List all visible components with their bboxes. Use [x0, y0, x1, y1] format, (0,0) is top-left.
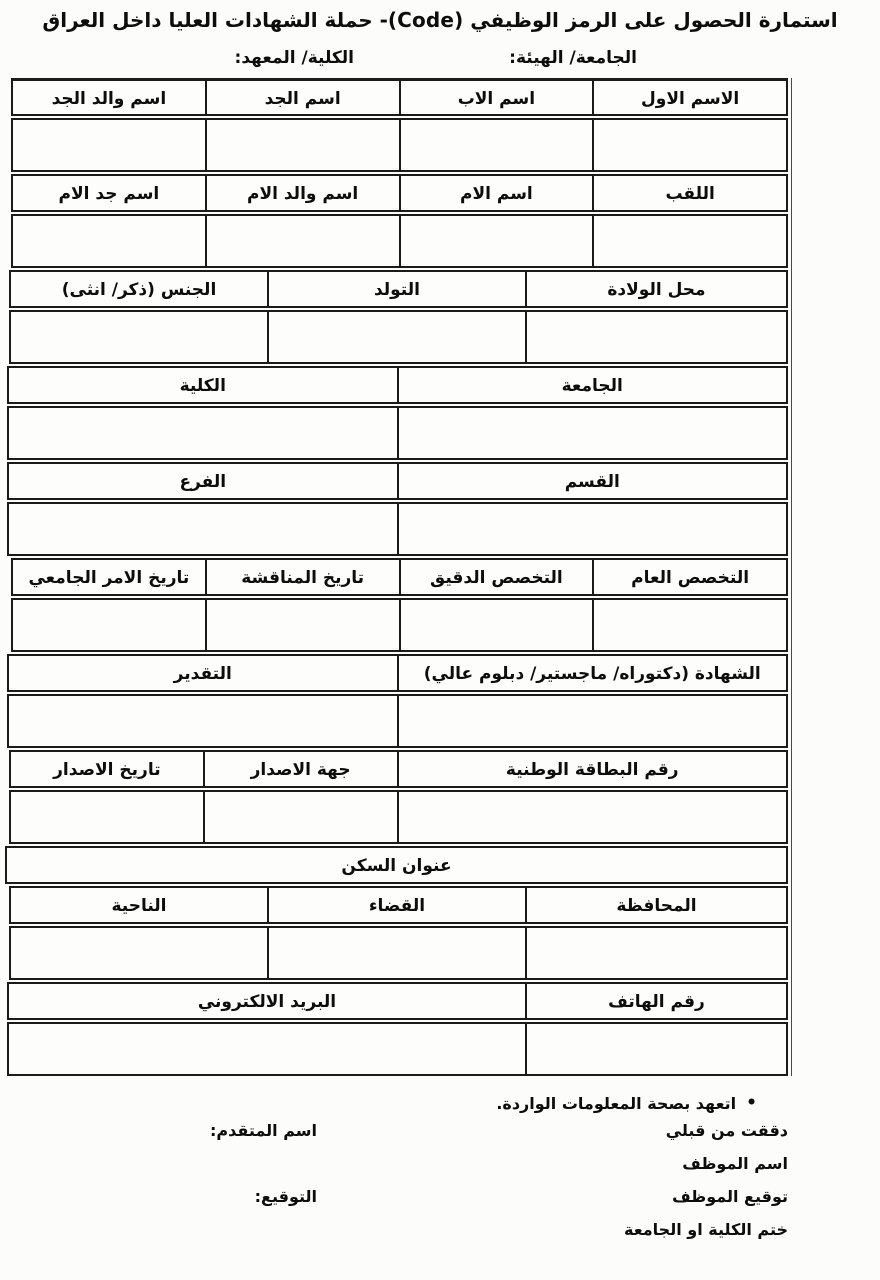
field-header-general-specialization: التخصص العام	[592, 558, 788, 596]
field-header-great-grandfather-name: اسم والد الجد	[11, 78, 207, 116]
input-row	[5, 694, 788, 748]
field-header-birth-date: التولد	[267, 270, 527, 308]
field-header-grandfather-name: اسم الجد	[205, 78, 401, 116]
field-header-mother-father-name: اسم والد الام	[205, 174, 401, 212]
sign-left-label-checked-by: اسم المتقدم:	[210, 1121, 317, 1140]
field-header-district: القضاء	[267, 886, 527, 924]
field-input-college[interactable]	[7, 406, 399, 460]
field-header-discussion-date: تاريخ المناقشة	[205, 558, 401, 596]
field-header-grade: التقدير	[7, 654, 399, 692]
field-input-first-name[interactable]	[592, 118, 788, 172]
field-header-gender: الجنس (ذكر/ انثى)	[9, 270, 269, 308]
sign-label-checked-by: دققت من قبلي	[665, 1121, 788, 1140]
header-row	[5, 886, 788, 924]
field-input-email[interactable]	[7, 1022, 527, 1076]
university-authority-label: الجامعة/ الهيئة:	[509, 48, 637, 68]
field-input-father-name[interactable]	[399, 118, 595, 172]
field-input-birth-date[interactable]	[267, 310, 527, 364]
field-input-mother-father-name[interactable]	[205, 214, 401, 268]
field-header-birthplace: محل الولادة	[525, 270, 788, 308]
header-row	[5, 270, 788, 308]
field-input-surname[interactable]	[592, 214, 788, 268]
field-header-mother-grandfather-name: اسم جد الام	[11, 174, 207, 212]
field-input-university-order-date[interactable]	[11, 598, 207, 652]
college-institute-label: الكلية/ المعهد:	[234, 48, 354, 68]
header-labels	[0, 32, 880, 76]
field-header-governorate: المحافظة	[525, 886, 788, 924]
sign-line-college-stamp	[0, 1215, 880, 1248]
input-row	[5, 598, 788, 652]
field-header-mother-name: اسم الام	[399, 174, 595, 212]
field-header-subdistrict: الناحية	[9, 886, 269, 924]
sign-line-employee-signature	[0, 1182, 880, 1215]
field-input-grade[interactable]	[7, 694, 399, 748]
field-header-national-card-number: رقم البطاقة الوطنية	[397, 750, 789, 788]
field-input-mother-name[interactable]	[399, 214, 595, 268]
input-row	[5, 214, 788, 268]
field-input-governorate[interactable]	[525, 926, 788, 980]
sign-label-employee-name: اسم الموظف	[682, 1154, 788, 1173]
field-input-birthplace[interactable]	[525, 310, 788, 364]
field-header-email: البريد الالكتروني	[7, 982, 527, 1020]
field-input-district[interactable]	[267, 926, 527, 980]
field-header-university: الجامعة	[397, 366, 789, 404]
field-header-department: القسم	[397, 462, 789, 500]
field-header-issuing-authority: جهة الاصدار	[203, 750, 399, 788]
pledge-text: اتعهد بصحة المعلومات الواردة.	[496, 1093, 737, 1113]
form-footer	[0, 1090, 880, 1248]
field-input-issuing-date[interactable]	[9, 790, 205, 844]
sign-label-employee-signature: توقيع الموظف	[672, 1187, 788, 1206]
form-title: استمارة الحصول على الرمز الوظيفي (Code)- حملة الشهادات العليا داخل العراق	[42, 8, 838, 32]
field-header-father-name: اسم الاب	[399, 78, 595, 116]
field-header-issuing-date: تاريخ الاصدار	[9, 750, 205, 788]
field-input-mother-grandfather-name[interactable]	[11, 214, 207, 268]
field-header-certificate: الشهادة (دكتوراه/ ماجستير/ دبلوم عالي)	[397, 654, 789, 692]
field-header-university-order-date: تاريخ الامر الجامعي	[11, 558, 207, 596]
sign-line-checked-by	[0, 1116, 880, 1149]
field-input-discussion-date[interactable]	[205, 598, 401, 652]
header-row	[5, 982, 788, 1020]
field-input-great-grandfather-name[interactable]	[11, 118, 207, 172]
field-input-gender[interactable]	[9, 310, 269, 364]
pledge-line	[0, 1090, 757, 1116]
input-row	[5, 926, 788, 980]
field-header-residence-address: عنوان السكن	[5, 846, 788, 884]
field-input-branch[interactable]	[7, 502, 399, 556]
sign-line-employee-name	[0, 1149, 880, 1182]
field-input-university[interactable]	[397, 406, 789, 460]
field-header-branch: الفرع	[7, 462, 399, 500]
input-row	[5, 790, 788, 844]
input-row	[5, 310, 788, 364]
input-row	[5, 1022, 788, 1076]
field-header-phone-number: رقم الهاتف	[525, 982, 788, 1020]
field-header-surname: اللقب	[592, 174, 788, 212]
sign-left-label-employee-signature: التوقيع:	[254, 1187, 317, 1206]
field-input-specific-specialization[interactable]	[399, 598, 595, 652]
header-row	[5, 654, 788, 692]
sign-label-college-stamp: ختم الكلية او الجامعة	[624, 1220, 788, 1239]
field-input-national-card-number[interactable]	[397, 790, 789, 844]
field-input-certificate[interactable]	[397, 694, 789, 748]
input-row	[5, 502, 788, 556]
input-row	[5, 118, 788, 172]
header-row	[5, 174, 788, 212]
bullet-icon: •	[746, 1092, 757, 1113]
field-input-subdistrict[interactable]	[9, 926, 269, 980]
field-input-general-specialization[interactable]	[592, 598, 788, 652]
field-header-specific-specialization: التخصص الدقيق	[399, 558, 595, 596]
header-row	[5, 558, 788, 596]
field-header-college: الكلية	[7, 366, 399, 404]
field-header-first-name: الاسم الاول	[592, 78, 788, 116]
header-row	[5, 750, 788, 788]
field-input-grandfather-name[interactable]	[205, 118, 401, 172]
field-input-department[interactable]	[397, 502, 789, 556]
header-row	[5, 846, 788, 884]
header-row	[5, 462, 788, 500]
signature-lines	[0, 1116, 880, 1248]
input-row	[5, 406, 788, 460]
field-input-phone-number[interactable]	[525, 1022, 788, 1076]
form-table	[5, 78, 788, 1076]
header-row	[5, 78, 788, 116]
header-row	[5, 366, 788, 404]
field-input-issuing-authority[interactable]	[203, 790, 399, 844]
